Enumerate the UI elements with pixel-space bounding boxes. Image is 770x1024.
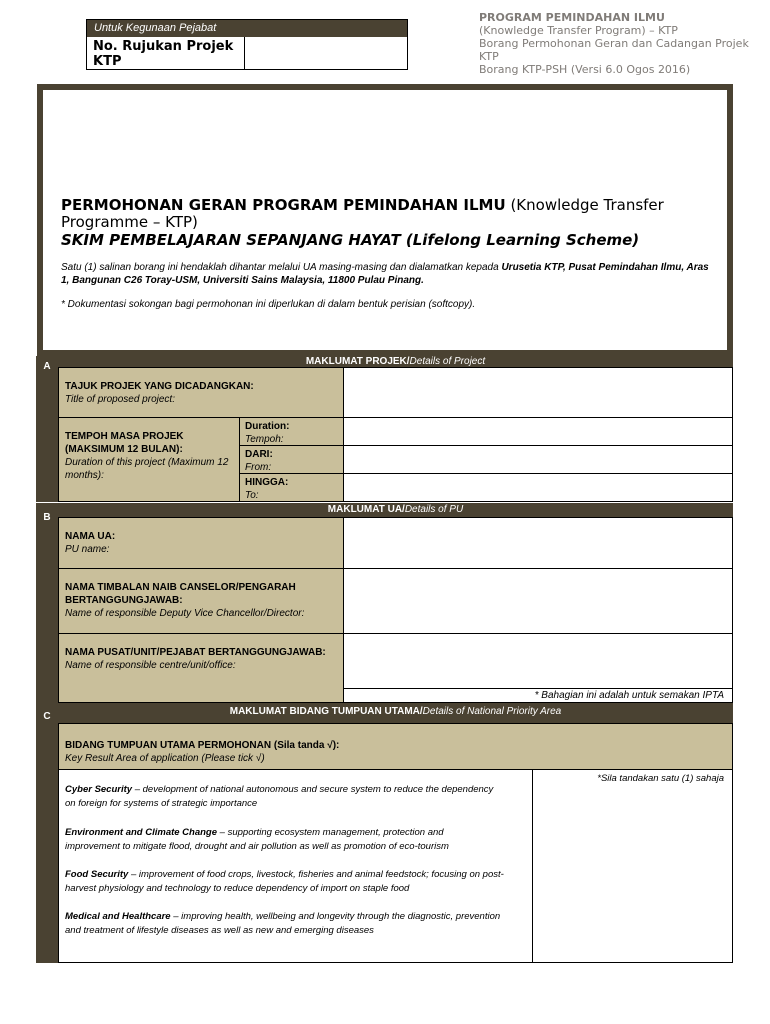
program-line1: (Knowledge Transfer Program) – KTP bbox=[479, 24, 678, 37]
project-title-label bbox=[65, 380, 254, 406]
project-title-label-cell bbox=[58, 367, 344, 418]
scheme-title: SKIM PEMBELAJARAN SEPANJANG HAYAT (Lifelong Learning Scheme) bbox=[61, 231, 640, 249]
priority-area-label bbox=[65, 739, 339, 765]
centre-label-bold: NAMA PUSAT/UNIT/PEJABAT BERTANGGUNGJAWAB: bbox=[65, 647, 326, 658]
duration-sublabel: Duration: bbox=[245, 421, 290, 432]
centre-label bbox=[65, 646, 335, 672]
section-b-sidebar bbox=[36, 503, 58, 703]
centre-name-input[interactable] bbox=[343, 633, 733, 689]
dvc-label bbox=[65, 581, 335, 620]
priority-area-label-bold: BIDANG TUMPUAN UTAMA PERMOHONAN (Sila tanda √): bbox=[65, 740, 340, 751]
hingga-label: HINGGA: bbox=[245, 477, 289, 488]
instruction-text: Satu (1) salinan borang ini hendaklah dihantar melalui UA masing-masing dan dialamatkan kepada bbox=[61, 262, 502, 273]
section-c-header-bold: MAKLUMAT BIDANG TUMPUAN UTAMA/ bbox=[229, 706, 423, 717]
dari-label: DARI: bbox=[245, 449, 273, 460]
section-b-header-italic: Details of PU bbox=[404, 504, 464, 515]
section-a-header-bold: MAKLUMAT PROJEK/ bbox=[305, 356, 410, 367]
section-a-letter: A bbox=[43, 361, 51, 372]
from-label: From: bbox=[245, 462, 272, 473]
priority-area-cyber bbox=[65, 783, 495, 811]
duration-label-bold: TEMPOH MASA PROJEK (MAKSIMUM 12 BULAN): bbox=[65, 431, 184, 455]
section-b-header-bold: MAKLUMAT UA/ bbox=[327, 504, 405, 515]
priority-area-desc: – development of national autonomous and secure system to reduce the dependency on foreign for systems of strategic importance bbox=[65, 784, 494, 809]
section-a-header-italic: Details of Project bbox=[409, 356, 486, 367]
reference-number-label: No. Rujukan Projek KTP bbox=[87, 37, 245, 70]
priority-area-name: Environment and Climate Change bbox=[65, 827, 218, 838]
pu-name-label-bold: NAMA UA: bbox=[65, 531, 116, 542]
program-line3: Borang KTP-PSH (Versi 6.0 Ogos 2016) bbox=[479, 63, 691, 76]
program-info bbox=[479, 11, 749, 76]
pu-name-input[interactable] bbox=[343, 517, 733, 569]
form-title-bold: PERMOHONAN GERAN PROGRAM PEMINDAHAN ILMU bbox=[61, 196, 506, 214]
form-title bbox=[61, 197, 711, 231]
pu-name-label-sub: PU name: bbox=[65, 544, 110, 555]
to-label-cell bbox=[239, 473, 344, 502]
form-title-rest: (Knowledge Transfer Programme – KTP) bbox=[61, 196, 664, 231]
section-c-sidebar bbox=[36, 703, 58, 963]
section-a-header bbox=[58, 356, 733, 367]
tick-note: *Sila tandakan satu (1) sahaja bbox=[597, 773, 724, 784]
to-label: To: bbox=[245, 490, 259, 501]
softcopy-note: * Dokumentasi sokongan bagi permohonan ini diperlukan di dalam bentuk perisian (softcopy). bbox=[61, 299, 476, 310]
tempoh-sublabel: Tempoh: bbox=[245, 434, 284, 445]
submission-instruction bbox=[61, 261, 711, 287]
program-title: PROGRAM PEMINDAHAN ILMU bbox=[479, 11, 665, 24]
centre-label-sub: Name of responsible centre/unit/office: bbox=[65, 660, 236, 671]
to-date-input[interactable] bbox=[343, 473, 733, 502]
section-a-sidebar bbox=[36, 356, 58, 502]
priority-area-food bbox=[65, 868, 520, 896]
duration-label-sub: Duration of this project (Maximum 12 months): bbox=[65, 457, 229, 481]
dvc-label-sub: Name of responsible Deputy Vice Chancellor/Director: bbox=[65, 608, 305, 619]
from-date-input[interactable] bbox=[343, 445, 733, 474]
priority-area-name: Food Security bbox=[65, 869, 129, 880]
priority-area-desc: – improvement of food crops, livestock, fisheries and animal feedstock; focusing on post-harvest physiology and technology to reduce dependency of import on staple food bbox=[65, 869, 504, 894]
dvc-name-input[interactable] bbox=[343, 568, 733, 634]
instruction-address: Urusetia KTP, Pusat Pemindahan Ilmu, Aras 1, Bangunan C26 Toray-USM, Universiti Sains Malaysia, 11800 Pulau Pinang. bbox=[61, 262, 709, 286]
tick-column[interactable] bbox=[532, 769, 733, 963]
program-line2: Borang Permohonan Geran dan Cadangan Projek KTP bbox=[479, 37, 749, 63]
pu-name-label-cell bbox=[58, 517, 344, 569]
duration-input[interactable] bbox=[343, 417, 733, 446]
project-title-label-bold: TAJUK PROJEK YANG DICADANGKAN: bbox=[65, 381, 254, 392]
dvc-label-cell bbox=[58, 568, 344, 634]
priority-area-desc: – improving health, wellbeing and longevity through the diagnostic, prevention and treatment of lifestyle diseases as well as new and emerging diseases bbox=[65, 911, 501, 936]
section-b-header bbox=[58, 503, 733, 517]
ipta-note: * Bahagian ini adalah untuk semakan IPTA bbox=[343, 688, 733, 703]
duration-sublabel-cell bbox=[239, 417, 344, 446]
section-c-header bbox=[58, 703, 733, 723]
section-b-letter: B bbox=[43, 512, 51, 523]
priority-area-environment bbox=[65, 826, 495, 854]
section-c-header-italic: Details of National Priority Area bbox=[422, 706, 562, 717]
duration-label bbox=[65, 430, 231, 482]
section-c-letter: C bbox=[43, 711, 51, 722]
duration-label-cell bbox=[58, 417, 240, 502]
centre-label-cell bbox=[58, 633, 344, 703]
project-title-input[interactable] bbox=[343, 367, 733, 418]
priority-area-name: Cyber Security bbox=[65, 784, 133, 795]
pu-name-label bbox=[65, 530, 115, 556]
project-title-label-sub: Title of proposed project: bbox=[65, 394, 175, 405]
priority-area-name: Medical and Healthcare bbox=[65, 911, 171, 922]
office-use-header: Untuk Kegunaan Pejabat bbox=[87, 20, 407, 37]
priority-area-desc: – supporting ecosystem management, protection and improvement to mitigate flood, drought and air pollution as well as promotion of eco-tourism bbox=[65, 827, 449, 852]
priority-area-label-sub: Key Result Area of application (Please tick √) bbox=[65, 753, 265, 764]
dvc-label-bold: NAMA TIMBALAN NAIB CANSELOR/PENGARAH BERTANGGUNGJAWAB: bbox=[65, 582, 296, 606]
office-reference-box bbox=[86, 19, 408, 70]
priority-area-medical bbox=[65, 910, 505, 938]
from-label-cell bbox=[239, 445, 344, 474]
priority-area-label-cell bbox=[58, 723, 733, 770]
priority-area-list bbox=[58, 769, 533, 963]
